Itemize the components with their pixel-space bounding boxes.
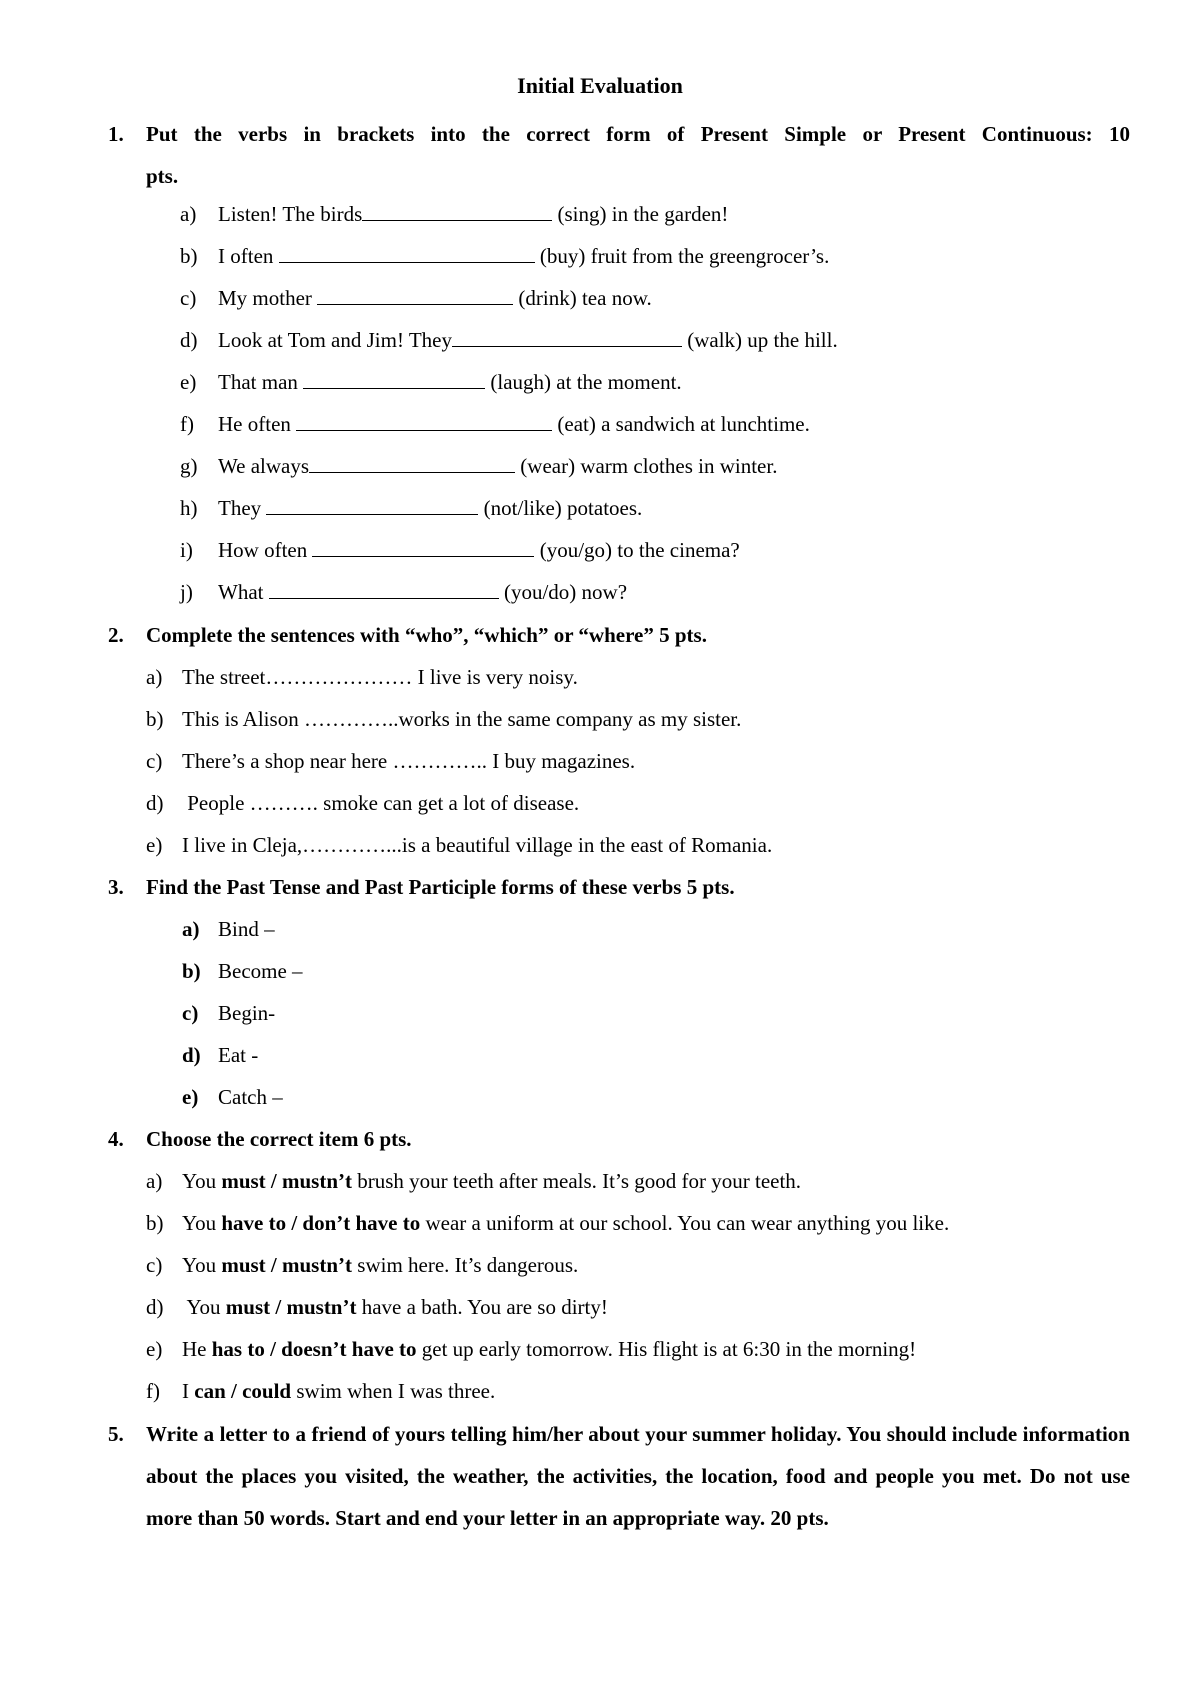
answer-blank[interactable] — [362, 200, 552, 221]
answer-blank[interactable] — [269, 578, 499, 599]
choice-option: must / mustn’t — [221, 1253, 353, 1277]
choice-option: can / could — [194, 1379, 292, 1403]
answer-blank[interactable] — [266, 494, 478, 515]
answer-blank[interactable] — [452, 326, 682, 347]
question-2-heading: Complete the sentences with “who”, “which” or “where” 5 pts. — [146, 623, 707, 647]
question-5-text: Write a letter to a friend of yours telling him/her about your summer holiday. You should include information about the places you visited, the weather, the activities, the location, food and people you met. Do not use more than 50 words. Start and end your letter in an appropriate way. 20 pts. — [146, 1422, 1130, 1530]
question-1-heading: Put the verbs in brackets into the correct form of Present Simple or Present Continuous: 10 — [146, 122, 1130, 146]
answer-blank[interactable] — [303, 368, 485, 389]
answer-blank[interactable] — [279, 242, 535, 263]
choice-option: must / mustn’t — [225, 1295, 357, 1319]
choice-option: have to / don’t have to — [221, 1211, 421, 1235]
question-1-number: 1. — [108, 122, 124, 146]
question-3-number: 3. — [108, 875, 124, 899]
question-5-number: 5. — [108, 1422, 124, 1446]
answer-blank[interactable] — [317, 284, 513, 305]
question-4-heading: Choose the correct item 6 pts. — [146, 1127, 412, 1151]
question-2-number: 2. — [108, 623, 124, 647]
choice-option: must / mustn’t — [221, 1169, 353, 1193]
question-4-number: 4. — [108, 1127, 124, 1151]
question-3-heading: Find the Past Tense and Past Participle forms of these verbs 5 pts. — [146, 875, 735, 899]
answer-blank[interactable] — [309, 452, 515, 473]
answer-blank[interactable] — [312, 536, 534, 557]
document-title: Initial Evaluation — [517, 73, 683, 98]
question-1-heading-cont: pts. — [146, 164, 179, 188]
answer-blank[interactable] — [296, 410, 552, 431]
choice-option: has to / doesn’t have to — [211, 1337, 417, 1361]
